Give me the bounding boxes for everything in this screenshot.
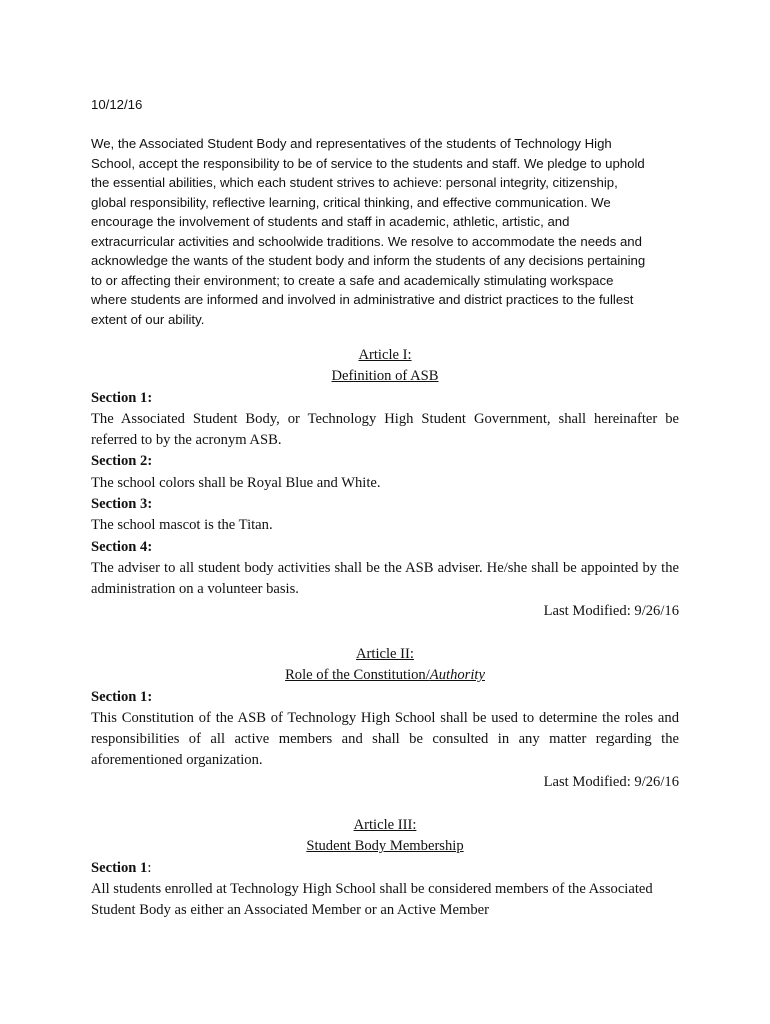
article-2-last-modified: Last Modified: 9/26/16 — [543, 773, 679, 790]
article-3-section-1-colon: : — [147, 859, 152, 876]
article-2-section-1-text: This Constitution of the ASB of Technology High School shall be used to determine the roles and responsibilities of all active members and shall be consulted in any matter regarding the aforementioned organization. — [91, 709, 679, 769]
article-3-title: Student Body Membership — [306, 838, 464, 855]
article-3-section-1-label: Section 1 — [91, 859, 148, 876]
article-2-heading: Article II: — [356, 646, 414, 662]
article-2-title-italic: Authority — [429, 667, 485, 684]
preamble-paragraph: We, the Associated Student Body and representatives of the students of Technology High School, accept the responsibility to be of service to the students and staff. We pledge to uphold the essential abilities, which each student strives to achieve: personal integrity, citizenship, global responsibility, reflective learning, critical thinking, and effective communication. We encourage the involvement of students and staff in academic, athletic, artistic, and extracurricular activities and schoolwide traditions. We resolve to accommodate the needs and acknowledge the wants of the student body and inform the students of any decisions pertaining to or affecting their environment; to create a safe and academically stimulating workspace where students are informed and involved in administrative and district practices to the fullest extent of our ability. — [91, 136, 646, 327]
article-1-section-3-text: The school mascot is the Titan. — [91, 517, 273, 534]
article-1-title: Definition of ASB — [331, 368, 439, 385]
article-1-last-modified: Last Modified: 9/26/16 — [543, 602, 679, 619]
article-3 — [91, 815, 679, 921]
article-1-section-1-text: The Associated Student Body, or Technology High Student Government, shall hereinafter be referred to by the acronym ASB. — [91, 410, 679, 449]
article-2-title-main: Role of the Constitution/ — [285, 667, 430, 684]
article-2 — [91, 644, 679, 793]
article-2-title — [91, 665, 679, 686]
article-1-section-4-label: Section 4: — [91, 538, 153, 555]
article-1-heading: Article I: — [358, 347, 412, 363]
article-1-section-3-label: Section 3: — [91, 496, 153, 513]
article-1-section-1-label: Section 1: — [91, 389, 153, 406]
article-2-section-1-label: Section 1: — [91, 688, 153, 705]
article-1-section-4-text: The adviser to all student body activities shall be the ASB adviser. He/she shall be appointed by the administration on a volunteer basis. — [91, 559, 679, 598]
article-3-section-1-label-line — [91, 858, 679, 879]
article-3-heading: Article III: — [353, 817, 417, 833]
article-1-section-2-text: The school colors shall be Royal Blue and White. — [91, 474, 381, 491]
article-1 — [91, 345, 679, 622]
article-3-section-1-text: All students enrolled at Technology High School shall be considered members of the Associated Student Body as either an Associated Member or an Active Member — [91, 880, 653, 919]
article-1-section-2-label: Section 2: — [91, 453, 153, 470]
document-date: 10/12/16 — [91, 97, 143, 112]
